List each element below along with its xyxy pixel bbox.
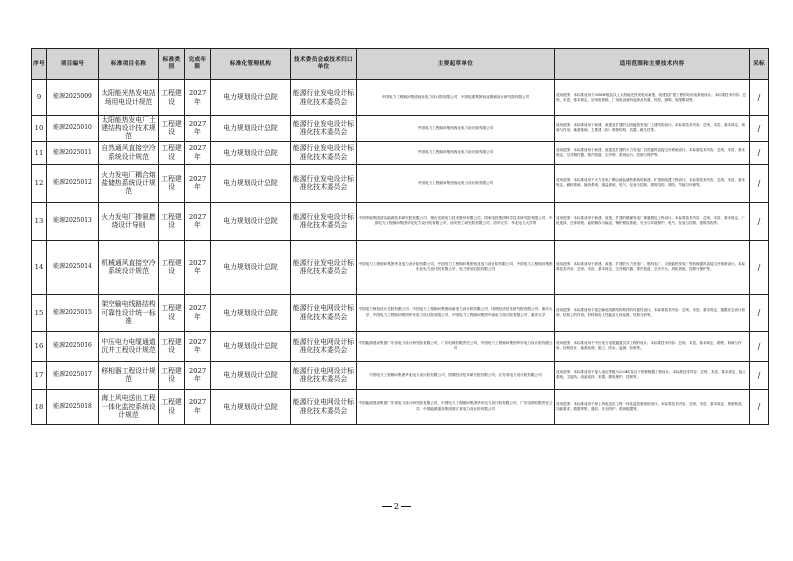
standards-table — [31, 48, 769, 425]
cell-year: 2027年 — [185, 80, 211, 116]
cell-year: 2027年 — [185, 240, 211, 294]
cell-category: 工程建设 — [159, 331, 185, 361]
cell-name: 太阳能光热发电站场用电设计规范 — [99, 80, 159, 116]
cell-number: 能源2025013 — [47, 202, 99, 240]
cell-name: 架空输电线路结构可靠性设计统一标准 — [99, 294, 159, 331]
cell-units: 中国华能集团清洁能源技术研究院有限公司、烟台龙源电力技术股份有限公司、国家电投集团科学技术研究院有限公司、中国电力工程顾问集团华北电力设计院有限公司、西安热工研究院有限公司、清华大学、华北电力大学等 — [357, 202, 555, 240]
table-row — [32, 294, 769, 331]
cell-seq: 16 — [32, 331, 47, 361]
cell-units: 中国电力工程顾问集团西北电力设计院有限公司 — [357, 116, 555, 142]
header-year: 完成年限 — [185, 49, 211, 80]
cell-name: 太阳能热发电厂土建结构设计技术规范 — [99, 116, 159, 142]
cell-category: 工程建设 — [159, 116, 185, 142]
cell-committee: 能源行业电网设计标准化技术委员会 — [291, 389, 357, 424]
cell-seq: 14 — [32, 240, 47, 294]
header-category: 标准类别 — [159, 49, 185, 80]
cell-year: 2027年 — [185, 361, 211, 389]
header-remark: 采标 — [750, 49, 769, 80]
page-number-dash-left — [382, 506, 392, 507]
cell-category: 工程建设 — [159, 141, 185, 164]
cell-seq: 13 — [32, 202, 47, 240]
table-row — [32, 240, 769, 294]
cell-committee: 能源行业电网设计标准化技术委员会 — [291, 294, 357, 331]
cell-seq: 11 — [32, 141, 47, 164]
cell-name: 火力发电厂耦合熔盐储热系统设计规范 — [99, 164, 159, 202]
table-row — [32, 389, 769, 424]
cell-scope: 适用范围：本标准适用于新建、改建及扩建的太阳能热发电厂土建结构设计。本标准技术内容：总则、术语、基本规定、荷载与作用、地基基础、主要建（构）筑物结构、抗震、耐久性等。 — [555, 116, 750, 142]
cell-remark: / — [750, 361, 769, 389]
cell-org: 电力规划设计总院 — [211, 240, 291, 294]
cell-scope: 适用范围：本标准适用于50MW级及以上太阳能光热发电站新建、改建及扩建工程的站用电系统设计。本标准技术内容：总则、术语、基本规定、站用电系统、厂用电设备的选择及布置、热控、照明、电缆敷设等。 — [555, 80, 750, 116]
cell-remark: / — [750, 116, 769, 142]
cell-seq: 10 — [32, 116, 47, 142]
cell-category: 工程建设 — [159, 389, 185, 424]
cell-committee: 能源行业发电设计标准化技术委员会 — [291, 80, 357, 116]
cell-org: 电力规划设计总院 — [211, 389, 291, 424]
page-number-dash-right — [401, 506, 411, 507]
cell-name: 机械通风直接空冷系统设计规范 — [99, 240, 159, 294]
cell-org: 电力规划设计总院 — [211, 116, 291, 142]
cell-org: 电力规划设计总院 — [211, 331, 291, 361]
cell-name: 火力发电厂掺氨燃烧设计导则 — [99, 202, 159, 240]
table-body — [32, 80, 769, 425]
cell-name: 海上风电送出工程一体化监控系统设计规范 — [99, 389, 159, 424]
cell-scope: 适用范围：本标准适用于新建、改建、扩建的火力发电厂、燃机电厂、太阳能热发电厂等机械通风直接空冷系统设计。本标准技术内容：总则、术语、基本规定、空冷凝汽器、排汽管道、空冷平台、风机系统、控制与保护等。 — [555, 240, 750, 294]
cell-number: 能源2025017 — [47, 361, 99, 389]
cell-committee: 能源行业发电设计标准化技术委员会 — [291, 141, 357, 164]
table-row — [32, 164, 769, 202]
cell-seq: 18 — [32, 389, 47, 424]
header-number: 项目编号 — [47, 49, 99, 80]
table-row — [32, 361, 769, 389]
header-seq: 序号 — [32, 49, 47, 80]
cell-org: 电力规划设计总院 — [211, 141, 291, 164]
table-row — [32, 141, 769, 164]
cell-units: 中国电力工程顾问集团华北电力设计院有限公司、中国电力工程顾问集团西北电力设计院有限公司、中国电力工程顾问集团东北电力设计院有限公司、电力规划总院有限公司 — [357, 240, 555, 294]
table-row — [32, 116, 769, 142]
cell-seq: 15 — [32, 294, 47, 331]
header-name: 标准项目名称 — [99, 49, 159, 80]
cell-org: 电力规划设计总院 — [211, 361, 291, 389]
cell-units: 中国电力工程顾问集团西北电力设计院有限公司、中国电建集团西北勘测设计研究院有限公司 — [357, 80, 555, 116]
cell-year: 2027年 — [185, 389, 211, 424]
cell-seq: 12 — [32, 164, 47, 202]
cell-scope: 适用范围：本标准适用于新建、改建、扩建的燃煤发电厂掺氨燃烧工程设计。本标准技术内容：总则、术语、基本规定、厂址选择、总体规划、氨的储存与输送、锅炉燃烧系统、安全与环境保护、电气、仪表与控制、建筑结构等。 — [555, 202, 750, 240]
page-number — [0, 502, 793, 512]
cell-committee: 能源行业发电设计标准化技术委员会 — [291, 164, 357, 202]
page-number-value: 2 — [393, 502, 400, 512]
cell-remark: / — [750, 141, 769, 164]
cell-seq: 9 — [32, 80, 47, 116]
cell-category: 工程建设 — [159, 294, 185, 331]
cell-number: 能源2025015 — [47, 294, 99, 331]
cell-remark: / — [750, 202, 769, 240]
cell-scope: 适用范围：本标准适用于接入电压等级为220kV及以下的移相器工程设计。本标准技术内容：总则、术语、基本规定、接入系统、主接线、设备选择、布置、继电保护、控制等。 — [555, 361, 750, 389]
cell-units: 中国电力工程顾问集团西北电力设计院有限公司 — [357, 164, 555, 202]
cell-committee: 能源行业电网设计标准化技术委员会 — [291, 361, 357, 389]
cell-year: 2027年 — [185, 294, 211, 331]
cell-scope: 适用范围：本标准适用于中压电力电缆通道沉井工程的设计。本标准技术内容：总则、术语、基本规定、勘察、荷载与作用、结构设计、地基处理、施工、防水、监测、验收等。 — [555, 331, 750, 361]
cell-remark: / — [750, 164, 769, 202]
table-header-row — [32, 49, 769, 80]
table-row — [32, 202, 769, 240]
cell-committee: 能源行业发电设计标准化技术委员会 — [291, 202, 357, 240]
cell-remark: / — [750, 389, 769, 424]
header-committee: 技术委员会或技术归口单位 — [291, 49, 357, 80]
cell-number: 能源2025009 — [47, 80, 99, 116]
cell-units: 中国电力工程顾问集团西北电力设计院有限公司 — [357, 141, 555, 164]
cell-year: 2027年 — [185, 141, 211, 164]
table-row — [32, 80, 769, 116]
cell-committee: 能源行业发电设计标准化技术委员会 — [291, 240, 357, 294]
cell-org: 电力规划设计总院 — [211, 164, 291, 202]
header-units: 主要起草单位 — [357, 49, 555, 80]
cell-year: 2027年 — [185, 331, 211, 361]
header-org: 标准化管理机构 — [211, 49, 291, 80]
cell-remark: / — [750, 294, 769, 331]
cell-year: 2027年 — [185, 116, 211, 142]
cell-org: 电力规划设计总院 — [211, 294, 291, 331]
cell-category: 工程建设 — [159, 361, 185, 389]
cell-scope: 适用范围：本标准适用于火力发电厂耦合熔盐储热系统的新建、扩建和改建工程设计。本标准技术内容：总则、术语、基本规定、储热系统、换热系统、熔盐系统、电气、仪表与控制、建筑结构、消防、节能与环保等。 — [555, 164, 750, 202]
cell-number: 能源2025010 — [47, 116, 99, 142]
cell-name: 移相器工程设计规范 — [99, 361, 159, 389]
cell-scope: 适用范围：本标准适用于海上风电送出工程一体化监控系统的设计。本标准技术内容：总则、术语、基本规定、系统构成、功能要求、数据采集、通信、安全防护、系统配置等。 — [555, 389, 750, 424]
cell-scope: 适用范围：本标准适用于架空输电线路结构构件的可靠性设计。本标准技术内容：总则、术语、基本规定、极限状态设计原则、结构上的作用、材料和岩土性能及几何参数、结构分析等。 — [555, 294, 750, 331]
cell-scope: 适用范围：本标准适用于新建、改建及扩建的火力发电厂自然通风直接空冷系统设计。本标准技术内容：总则、术语、基本规定、空冷凝汽器、排汽管道、空冷塔、系统运行、控制与保护等。 — [555, 141, 750, 164]
cell-number: 能源2025014 — [47, 240, 99, 294]
cell-remark: / — [750, 240, 769, 294]
cell-seq: 17 — [32, 361, 47, 389]
cell-org: 电力规划设计总院 — [211, 202, 291, 240]
cell-units: 中国电力规划设计总院有限公司、中国电力工程顾问集团西南电力设计院有限公司、国网经济技术研究院有限公司、重庆大学、中国电力工程顾问集团华东电力设计院有限公司、中国电力工程顾问集团中南电力设计院有限公司、重庆大学 — [357, 294, 555, 331]
cell-committee: 能源行业电网设计标准化技术委员会 — [291, 331, 357, 361]
cell-org: 电力规划设计总院 — [211, 80, 291, 116]
cell-category: 工程建设 — [159, 240, 185, 294]
cell-category: 工程建设 — [159, 202, 185, 240]
cell-remark: / — [750, 80, 769, 116]
table-row — [32, 331, 769, 361]
cell-number: 能源2025016 — [47, 331, 99, 361]
cell-remark: / — [750, 331, 769, 361]
cell-number: 能源2025012 — [47, 164, 99, 202]
cell-year: 2027年 — [185, 164, 211, 202]
cell-number: 能源2025018 — [47, 389, 99, 424]
cell-name: 自然通风直接空冷系统设计规范 — [99, 141, 159, 164]
cell-category: 工程建设 — [159, 80, 185, 116]
cell-units: 中国电力工程顾问集团华北电力设计院有限公司、国网经济技术研究院有限公司、江苏省电力设计院有限公司 — [357, 361, 555, 389]
cell-committee: 能源行业发电设计标准化技术委员会 — [291, 116, 357, 142]
cell-units: 中国能源建设集团广东省电力设计研究院有限公司、广东电网有限责任公司、中国电力工程顾问集团华东电力设计院有限公司 — [357, 331, 555, 361]
cell-name: 中压电力电缆通道沉井工程设计规范 — [99, 331, 159, 361]
cell-number: 能源2025011 — [47, 141, 99, 164]
cell-category: 工程建设 — [159, 164, 185, 202]
cell-year: 2027年 — [185, 202, 211, 240]
cell-units: 中国能源建设集团广东省电力设计研究院有限公司、中国电力工程顾问集团华东电力设计院有限公司、广东电网有限责任公司、中国能源建设集团浙江省电力设计院有限公司 — [357, 389, 555, 424]
header-scope: 适用范围和主要技术内容 — [555, 49, 750, 80]
